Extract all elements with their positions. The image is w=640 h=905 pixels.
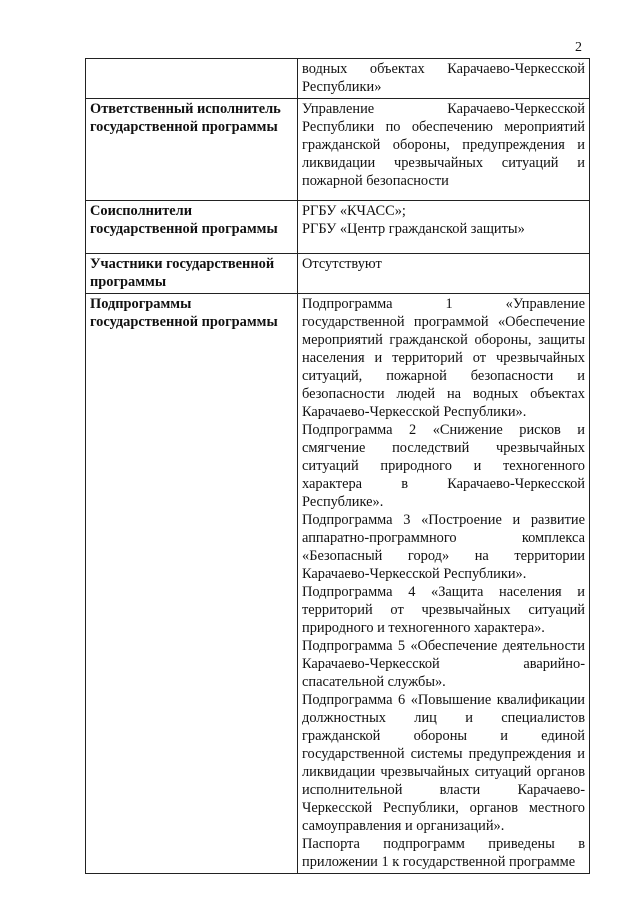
value-paragraph: РГБУ «Центр гражданской защиты» <box>302 221 525 237</box>
table-row <box>86 294 590 874</box>
subprogram-3-paragraph: Подпрограмма 3 «Построение и развитие аппаратно-программного комплекса «Безопасный город» на территории Карачаево-Черкесской Республики». <box>302 512 585 582</box>
value-paragraph: водных объектах Карачаево-Черкесской Республики» <box>302 61 585 95</box>
subprogram-4-paragraph: Подпрограмма 4 «Защита населения и территорий от чрезвычайных ситуаций природного и техногенного характера». <box>302 584 585 636</box>
row-label <box>86 59 298 99</box>
subprogram-6-paragraph: Подпрограмма 6 «Повышение квалификации должностных лиц и специалистов гражданской обороны и единой государственной системы предупреждения и ликвидации чрезвычайных ситуаций органов исполнительной власти Карачаево-Черкесской Республики, органов местного самоуправления и организаций». <box>302 692 585 834</box>
page-number: 2 <box>575 40 582 55</box>
row-value <box>298 59 590 99</box>
row-label-subprograms: Подпрограммы государственной программы <box>86 294 298 874</box>
row-label-responsible-executor: Ответственный исполнитель государственной программы <box>86 99 298 201</box>
table-row <box>86 201 590 254</box>
row-label-participants: Участники государственной программы <box>86 254 298 294</box>
subprogram-2-paragraph: Подпрограмма 2 «Снижение рисков и смягчение последствий чрезвычайных ситуаций природного и техногенного характера в Карачаево-Черкесской Республике». <box>302 422 585 510</box>
row-value-responsible-executor <box>298 99 590 201</box>
row-value-subprograms <box>298 294 590 874</box>
subprogram-5-paragraph: Подпрограмма 5 «Обеспечение деятельности Карачаево-Черкесской аварийно-спасательной службы». <box>302 638 585 690</box>
program-passport-table <box>85 58 590 874</box>
table-row <box>86 254 590 294</box>
row-value-participants <box>298 254 590 294</box>
value-paragraph: Отсутствуют <box>302 256 382 272</box>
subprogram-1-paragraph: Подпрограмма 1 «Управление государственной программой «Обеспечение мероприятий гражданской обороны, защиты населения и территорий от чрезвычайных ситуаций, пожарной безопасности и безопасности людей на водных объектах Карачаево-Черкесской Республики». <box>302 296 585 420</box>
row-value-co-executors <box>298 201 590 254</box>
table-row <box>86 99 590 201</box>
passports-note-paragraph: Паспорта подпрограмм приведены в приложении 1 к государственной программе <box>302 836 585 870</box>
value-paragraph: РГБУ «КЧАСС»; <box>302 203 406 219</box>
row-label-co-executors: Соисполнители государственной программы <box>86 201 298 254</box>
table-row <box>86 59 590 99</box>
value-paragraph: Управление Карачаево-Черкесской Республики по обеспечению мероприятий гражданской обороны, предупреждения и ликвидации чрезвычайных ситуаций и пожарной безопасности <box>302 101 585 189</box>
